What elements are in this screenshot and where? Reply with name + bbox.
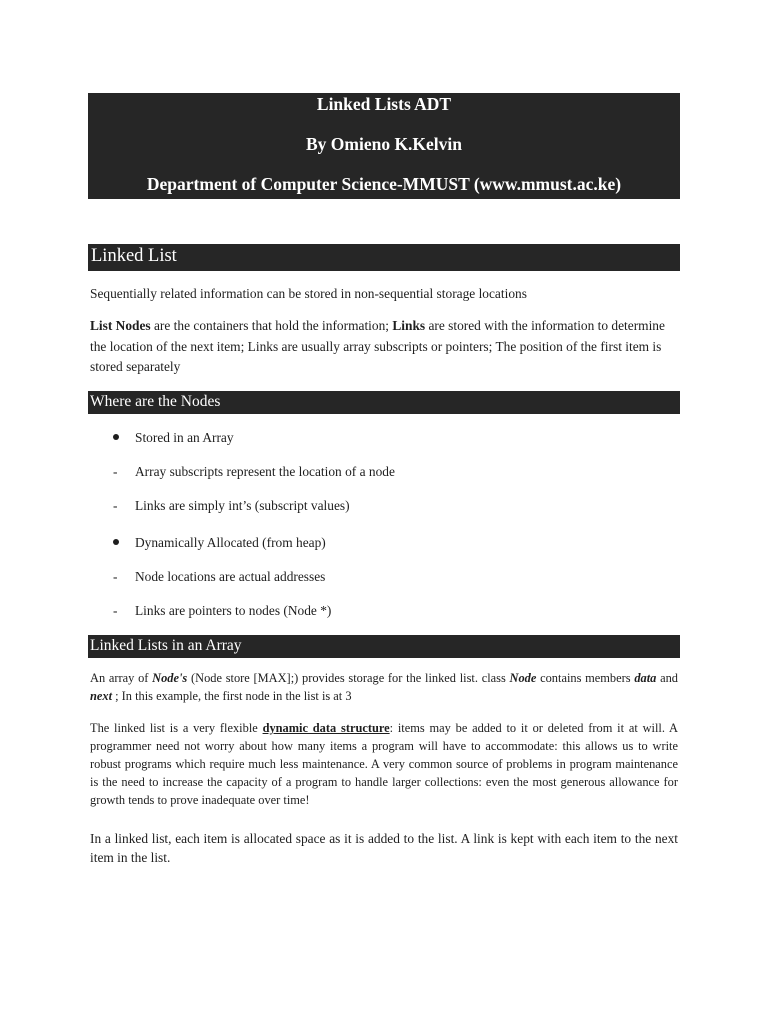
list-item-text: Stored in an Array <box>135 430 234 445</box>
list-item-text: Array subscripts represent the location of a node <box>135 464 395 479</box>
list-item-text: Node locations are actual addresses <box>135 569 326 584</box>
dash-marker: - <box>113 603 118 618</box>
list-item-text: Dynamically Allocated (from heap) <box>135 535 326 550</box>
text-segment: An array of <box>90 671 153 685</box>
array-paragraph <box>90 669 678 705</box>
text-segment: and <box>656 671 678 685</box>
term-list-nodes: List Nodes <box>90 318 151 333</box>
bullet-icon <box>113 434 119 440</box>
doc-department: Department of Computer Science-MMUST (www.mmust.ac.ke) <box>146 174 622 194</box>
list-item <box>110 602 331 620</box>
dash-marker: - <box>113 464 118 479</box>
list-item <box>110 463 395 481</box>
text-segment: are stored with the information to determine the location of the next item; Links are usually array subscripts or pointers; The position of the first item is stored separately <box>90 318 665 374</box>
list-item-text: Links are simply int’s (subscript values) <box>135 498 350 513</box>
list-item-text: Links are pointers to nodes (Node *) <box>135 603 332 618</box>
text-segment: The linked list is a very flexible <box>90 721 263 735</box>
intro-paragraph: Sequentially related information can be stored in non-sequential storage locations <box>90 286 527 301</box>
list-nodes-paragraph <box>90 316 678 378</box>
text-segment: ; In this example, the first node in the list is at 3 <box>112 689 352 703</box>
dash-marker: - <box>113 498 118 513</box>
heading-linked-lists-array: Linked Lists in an Array <box>88 635 680 658</box>
dash-marker: - <box>113 569 118 584</box>
allocation-paragraph: In a linked list, each item is allocated space as it is added to the list. A link is kept with each item to the next item in the list. <box>90 831 678 865</box>
list-item <box>110 429 234 447</box>
flexibility-paragraph <box>90 719 678 809</box>
list-item <box>110 568 325 586</box>
list-item <box>110 497 350 515</box>
doc-title: Linked Lists ADT <box>316 94 452 114</box>
text-segment: : items may be added to it or deleted from it at will. A programmer need not worry about how many items a program will have to accommodate: this allows us to write robust programs which require much less maintenance. A very common source of problems in program maintenance is the need to increase the capacity of a program to handle larger collections: even the most generous allowance for growth tends to prove inadequate over time! <box>90 721 678 807</box>
term-next: next <box>90 689 113 703</box>
heading-where-nodes: Where are the Nodes <box>88 391 680 414</box>
heading-linked-list: Linked List <box>88 244 680 271</box>
text-segment: (Node store [MAX];) provides storage for the linked list. class <box>187 671 510 685</box>
title-block <box>88 93 680 199</box>
text-segment: contains members <box>536 671 635 685</box>
term-node: Node <box>509 671 537 685</box>
term-links: Links <box>392 318 426 333</box>
text-segment: are the containers that hold the information; <box>150 318 393 333</box>
term-dynamic-data-structure: dynamic data structure <box>262 721 390 735</box>
list-item <box>110 534 326 552</box>
bullet-icon <box>113 539 119 545</box>
term-data: data <box>634 671 657 685</box>
term-nodes: Node's <box>152 671 188 685</box>
doc-author: By Omieno K.Kelvin <box>305 134 463 154</box>
